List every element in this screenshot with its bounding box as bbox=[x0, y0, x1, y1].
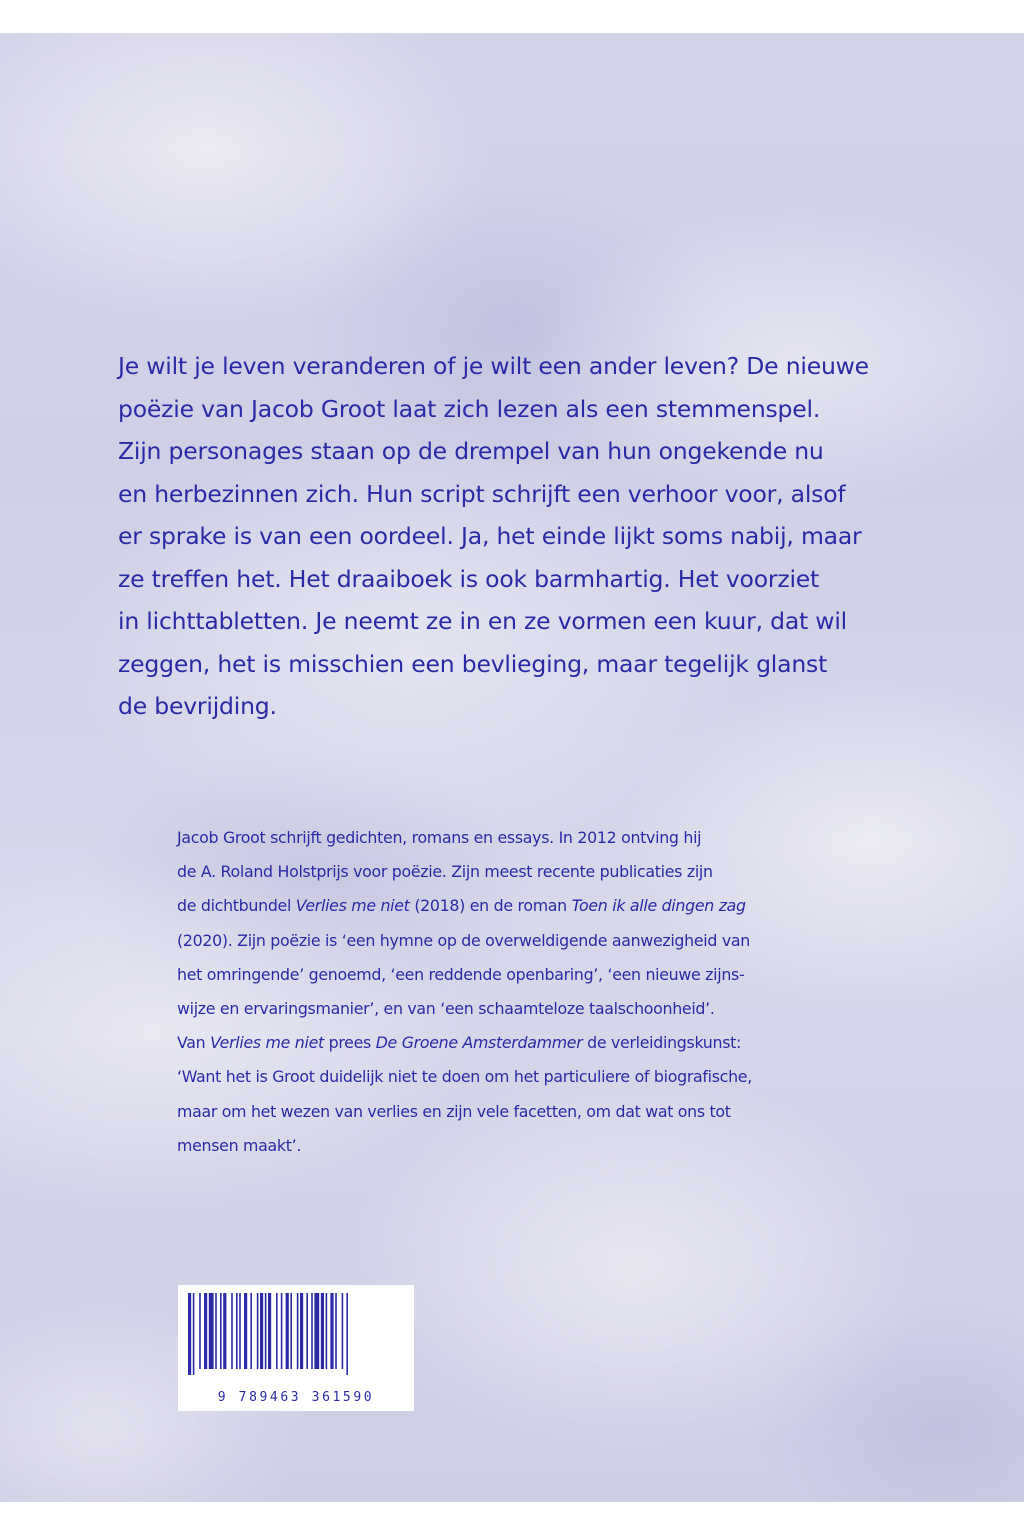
barcode-bar bbox=[244, 1293, 247, 1369]
barcode-bar bbox=[231, 1293, 233, 1369]
bio-line: ‘Want het is Groot duidelijk niet te doen om het particuliere of biografische, bbox=[177, 1067, 752, 1087]
barcode-bars bbox=[178, 1285, 414, 1385]
barcode-bar bbox=[220, 1293, 222, 1369]
blurb-line: zeggen, het is misschien een bevlieging, maar tegelijk glanst bbox=[118, 649, 828, 678]
isbn-barcode bbox=[178, 1285, 414, 1411]
barcode-bar bbox=[311, 1293, 313, 1369]
barcode-bar bbox=[268, 1293, 271, 1369]
blurb-line: poëzie van Jacob Groot laat zich lezen als een stemmenspel. bbox=[118, 394, 821, 423]
barcode-digits: 9 789463 361590 bbox=[217, 1390, 375, 1405]
barcode-bar bbox=[193, 1293, 195, 1375]
barcode-bar bbox=[290, 1293, 292, 1369]
bio-line: (2020). Zijn poëzie is ‘een hymne op de overweldigende aanwezigheid van bbox=[177, 930, 750, 950]
barcode-bar bbox=[260, 1293, 263, 1369]
bio-line: Jacob Groot schrijft gedichten, romans en essays. In 2012 ontving hij bbox=[177, 828, 702, 847]
bio-text: de verleidingskunst: bbox=[582, 1033, 742, 1053]
barcode-bar bbox=[188, 1293, 191, 1375]
barcode-bar bbox=[297, 1293, 299, 1369]
bio-line: maar om het wezen van verlies en zijn vele facetten, om dat wat ons tot bbox=[177, 1101, 731, 1121]
barcode-bar bbox=[335, 1293, 337, 1369]
barcode-bar bbox=[236, 1293, 238, 1369]
barcode-bar bbox=[300, 1293, 303, 1369]
bio-line bbox=[177, 889, 837, 923]
bio-line: het omringende’ genoemd, ‘een reddende openbaring’, ‘een nieuwe zijns- bbox=[177, 964, 745, 984]
barcode-bar bbox=[306, 1293, 308, 1369]
bio-text: prees bbox=[323, 1033, 376, 1053]
barcode-bar bbox=[209, 1293, 214, 1369]
blurb-line: er sprake is van een oordeel. Ja, het einde lijkt soms nabij, maar bbox=[118, 522, 862, 550]
bio-line: de A. Roland Holstprijs voor poëzie. Zijn meest recente publicaties zijn bbox=[177, 862, 713, 882]
barcode-bar bbox=[342, 1293, 344, 1369]
bio-line: mensen maakt’. bbox=[177, 1135, 302, 1155]
bio-text: de dichtbundel bbox=[177, 896, 296, 916]
barcode-bar bbox=[199, 1293, 201, 1369]
barcode-bar bbox=[276, 1293, 278, 1369]
book-back-cover bbox=[0, 33, 1024, 1502]
blurb-line: ze treffen het. Het draaiboek is ook barmhartig. Het voorziet bbox=[118, 564, 820, 593]
blurb-line: en herbezinnen zich. Hun script schrijft een verhoor voor, alsof bbox=[118, 479, 846, 508]
barcode-bar bbox=[204, 1293, 207, 1369]
barcode-bar bbox=[215, 1293, 217, 1369]
barcode-bar bbox=[223, 1293, 226, 1369]
barcode-bar bbox=[257, 1293, 259, 1369]
bio-line: wijze en ervaringsmanier’, en van ‘een schaamteloze taalschoonheid’. bbox=[177, 999, 715, 1019]
blurb-line: de bevrijding. bbox=[118, 692, 277, 720]
barcode-bar bbox=[321, 1293, 324, 1369]
author-bio bbox=[177, 821, 837, 1163]
barcode-bar bbox=[239, 1293, 241, 1369]
book-title-toen: Toen ik alle dingen zag bbox=[571, 896, 746, 916]
bio-text: Van bbox=[177, 1033, 211, 1053]
bio-text: (2018) en de roman bbox=[409, 896, 572, 916]
blurb-line: Je wilt je leven veranderen of je wilt een ander leven? De nieuwe bbox=[118, 352, 869, 380]
barcode-bar bbox=[281, 1293, 283, 1369]
blurb-line: Zijn personages staan op de drempel van hun ongekende nu bbox=[118, 437, 824, 465]
barcode-bar bbox=[286, 1293, 289, 1369]
barcode-bar bbox=[314, 1293, 319, 1369]
barcode-bar bbox=[346, 1293, 348, 1375]
book-title-verlies: Verlies me niet bbox=[295, 896, 410, 916]
book-title-verlies: Verlies me niet bbox=[210, 1033, 324, 1053]
barcode-bar bbox=[330, 1293, 333, 1369]
barcode-bar bbox=[250, 1293, 252, 1369]
blurb-paragraph bbox=[118, 345, 898, 728]
barcode-bar bbox=[326, 1293, 328, 1369]
bio-line bbox=[177, 1026, 837, 1060]
magazine-title: De Groene Amsterdammer bbox=[375, 1033, 583, 1053]
barcode-bar bbox=[265, 1293, 267, 1369]
blurb-line: in lichttabletten. Je neemt ze in en ze vormen een kuur, dat wil bbox=[118, 607, 847, 635]
